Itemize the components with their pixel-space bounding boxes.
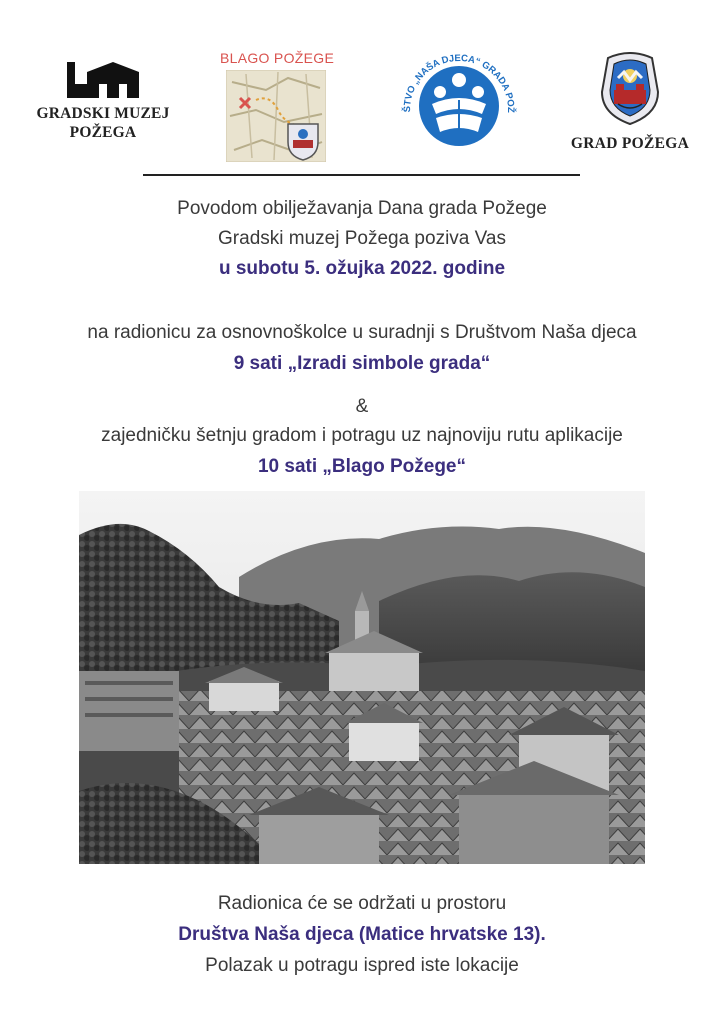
museum-building-icon <box>67 62 139 98</box>
museum-name-line1: GRADSKI MUZEJ <box>36 105 170 122</box>
blago-pozege-logo <box>214 48 338 164</box>
city-coat-of-arms-icon <box>600 52 660 126</box>
intro-line-2: Gradski muzej Požega poziva Vas <box>218 228 506 249</box>
treasure-map-icon <box>226 70 326 162</box>
ampersand: & <box>355 396 369 417</box>
venue-line-1: Radionica će se održati u prostoru <box>217 893 507 914</box>
grad-pozega-title: GRAD POŽEGA <box>570 135 690 152</box>
workshop-title: 9 sati „Izradi simbole grada“ <box>233 353 491 374</box>
venue-line-3: Polazak u potragu ispred iste lokacije <box>205 955 519 976</box>
logo-row <box>0 0 724 170</box>
intro-line-1: Povodom obilježavanja Dana grada Požege <box>177 198 547 219</box>
blago-logo-title: BLAGO POŽEGE <box>220 50 335 66</box>
museum-name-line2: POŽEGA <box>69 124 137 141</box>
workshop-line: na radionicu za osnovnoškolce u suradnji s Društvom Naša djeca <box>87 322 637 343</box>
museum-logo <box>28 62 178 142</box>
header-divider <box>143 174 580 176</box>
nasa-djeca-logo <box>396 40 522 166</box>
grad-pozega-logo <box>560 52 700 153</box>
nasa-djeca-emblem-icon <box>396 40 522 166</box>
walk-line: zajedničku šetnju gradom i potragu uz najnoviju rutu aplikacije <box>101 425 623 446</box>
town-panorama-illustration <box>79 491 645 864</box>
venue-address: Društva Naša djeca (Matice hrvatske 13). <box>178 924 546 945</box>
nasa-arc-text: ŠTVO „NAŠA DJECA“ GRADA POŽ <box>401 52 517 113</box>
historic-town-photo <box>79 491 645 864</box>
walk-title: 10 sati „Blago Požege“ <box>257 456 466 477</box>
event-date: u subotu 5. ožujka 2022. godine <box>218 258 506 279</box>
